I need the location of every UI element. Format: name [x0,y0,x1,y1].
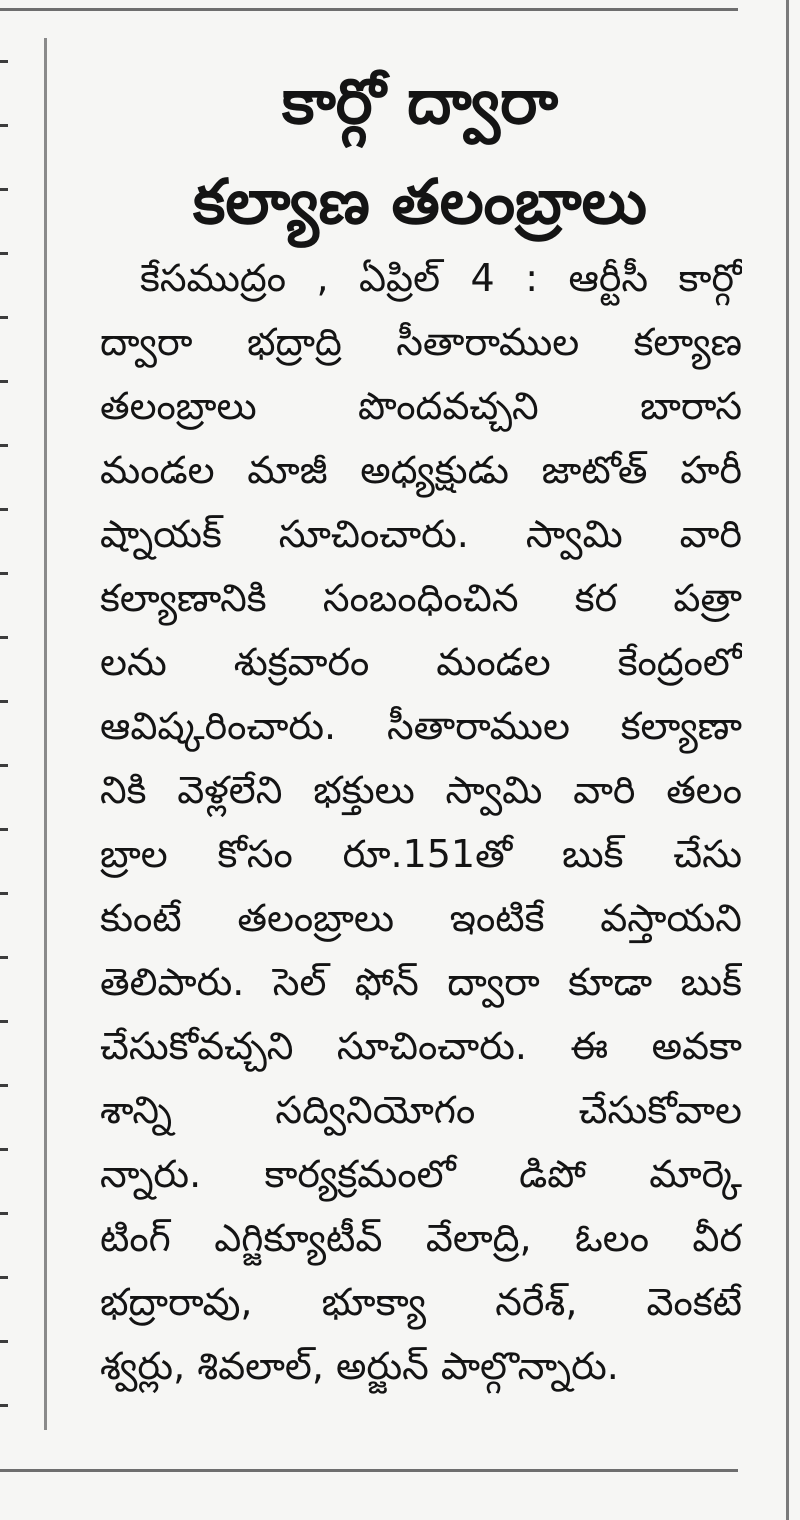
body-line: బ్రాల కోసం రూ.151తో బుక్ చేసు [100,832,742,876]
adjacent-text-fragment [0,508,8,511]
adjacent-text-fragment [0,828,8,831]
body-line: లను శుక్రవారం మండల కేంద్రంలో [100,640,742,684]
article-body [100,246,742,1398]
body-line: కుంటే తలంబ్రాలు ఇంటికే వస్తాయని [100,896,742,940]
adjacent-text-fragment [0,892,8,895]
left-column-divider [44,38,47,1430]
adjacent-column-edge [0,40,12,1430]
adjacent-text-fragment [0,124,8,127]
adjacent-text-fragment [0,252,8,255]
adjacent-text-fragment [0,956,8,959]
adjacent-text-fragment [0,1212,8,1215]
headline-line-2: కల్యాణ తలంబ్రాలు [193,165,647,238]
body-line: తలంబ్రాలు పొందవచ్చని బారాస [100,384,742,428]
adjacent-text-fragment [0,188,8,191]
body-line: ద్వారా భద్రాద్రి సీతారాముల కల్యాణ [100,320,742,364]
adjacent-text-fragment [0,444,8,447]
body-line: నికి వెళ్లలేని భక్తులు స్వామి వారి తలం [100,768,742,812]
body-line: న్నారు. కార్యక్రమంలో డిపో మార్కె [100,1152,742,1196]
body-line: కేసముద్రం , ఏప్రిల్ 4 : ఆర్టీసీ కార్గో [140,256,742,300]
top-rule [0,8,738,11]
body-line: శాన్ని సద్వినియోగం చేసుకోవాల [100,1088,742,1132]
body-line: చేసుకోవచ్చని సూచించారు. ఈ అవకా [100,1024,742,1068]
body-line: భద్రారావు, భూక్యా నరేశ్, వెంకటే [100,1280,742,1324]
adjacent-text-fragment [0,380,8,383]
adjacent-text-fragment [0,1404,8,1407]
body-line: టింగ్ ఎగ్జిక్యూటీవ్ వేలాద్రి, ఓలం వీర [100,1216,742,1260]
adjacent-text-fragment [0,700,8,703]
body-line: శ్వర్లు, శివలాల్, అర్జున్ పాల్గొన్నారు. [100,1344,619,1388]
adjacent-text-fragment [0,1020,8,1023]
adjacent-text-fragment [0,316,8,319]
adjacent-text-fragment [0,1276,8,1279]
adjacent-text-fragment [0,764,8,767]
body-line: మండల మాజీ అధ్యక్షుడు జాటోత్ హరీ [100,448,742,492]
bottom-rule [0,1469,738,1472]
headline-line-1: కార్గో ద్వారా [281,65,559,138]
body-line: ఆవిష్కరించారు. సీతారాముల కల్యాణా [100,704,742,748]
body-line: తెలిపారు. సెల్ ఫోన్ ద్వారా కూడా బుక్ [100,960,742,1004]
adjacent-text-fragment [0,636,8,639]
body-line: ష్నాయక్ సూచించారు. స్వామి వారి [100,512,742,556]
adjacent-text-fragment [0,1148,8,1151]
body-line: కల్యాణానికి సంబంధించిన కర పత్రా [100,576,742,620]
adjacent-text-fragment [0,572,8,575]
adjacent-text-fragment [0,1084,8,1087]
article-headline [100,52,740,252]
adjacent-text-fragment [0,1340,8,1343]
right-column-divider [786,0,789,1520]
adjacent-text-fragment [0,60,8,63]
